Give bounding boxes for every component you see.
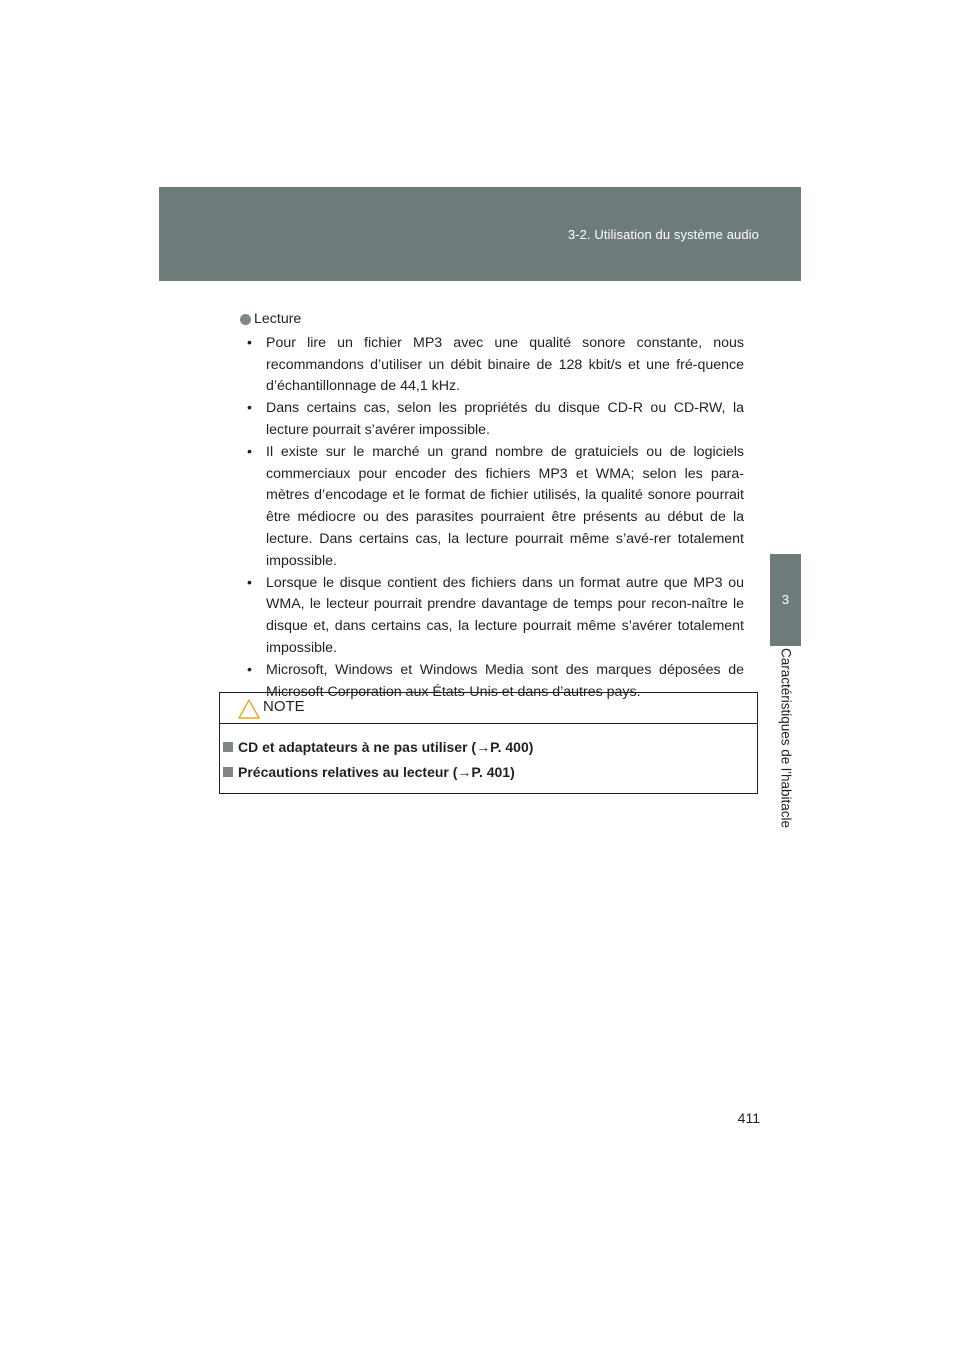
bullet-list — [239, 333, 744, 704]
list-item: • Pour lire un fichier MP3 avec une qualité sonore constante, nous recommandons d’utiliser un débit binaire de 128 kbit/s et une fré-quence d’échantillonnage de 44,1 kHz. — [239, 333, 744, 398]
note-box — [219, 692, 758, 794]
chapter-title: Caractéristiques de l’habitacle — [778, 647, 794, 829]
note-item-text: Précautions relatives au lecteur (→P. 401) — [238, 764, 515, 780]
main-content — [239, 309, 744, 703]
note-header — [220, 693, 757, 724]
chapter-number: 3 — [781, 592, 790, 607]
warning-icon — [238, 699, 260, 719]
circle-bullet-icon — [240, 314, 251, 325]
subsection-heading — [239, 309, 744, 331]
section-title: 3-2. Utilisation du système audio — [567, 227, 759, 242]
note-label: NOTE — [263, 698, 305, 715]
note-item-text: CD et adaptateurs à ne pas utiliser (→P. 400) — [238, 739, 534, 755]
square-bullet-icon — [223, 767, 233, 777]
list-item: • Microsoft, Windows et Windows Media sont des marques déposées de Microsoft Corporation aux États-Unis et dans d’autres pays. — [239, 660, 744, 704]
note-item — [223, 761, 757, 783]
list-item: • Lorsque le disque contient des fichiers dans un format autre que MP3 ou WMA, le lecteur pourrait prendre davantage de temps pour recon-naître le disque et, dans certains cas, la lecture pourrait même s’avérer totalement impossible. — [239, 573, 744, 660]
page-number: 411 — [737, 1110, 760, 1126]
list-item: • Dans certains cas, selon les propriétés du disque CD-R ou CD-RW, la lecture pourrait s’avérer impossible. — [239, 398, 744, 442]
square-bullet-icon — [223, 742, 233, 752]
chapter-tab — [770, 554, 801, 646]
header-band — [159, 187, 801, 281]
subsection-title: Lecture — [254, 311, 302, 327]
list-item: • Il existe sur le marché un grand nombre de gratuiciels ou de logiciels commerciaux pour encoder des fichiers MP3 et WMA; selon les para-mètres d’encodage et le format de fichier utilisés, la qualité sonore pourrait être médiocre ou des parasites pourraient être présents au début de la lecture. Dans certains cas, la lecture pourrait même s’avé-rer totalement impossible. — [239, 442, 744, 573]
note-item — [223, 736, 757, 758]
note-items — [220, 724, 757, 783]
